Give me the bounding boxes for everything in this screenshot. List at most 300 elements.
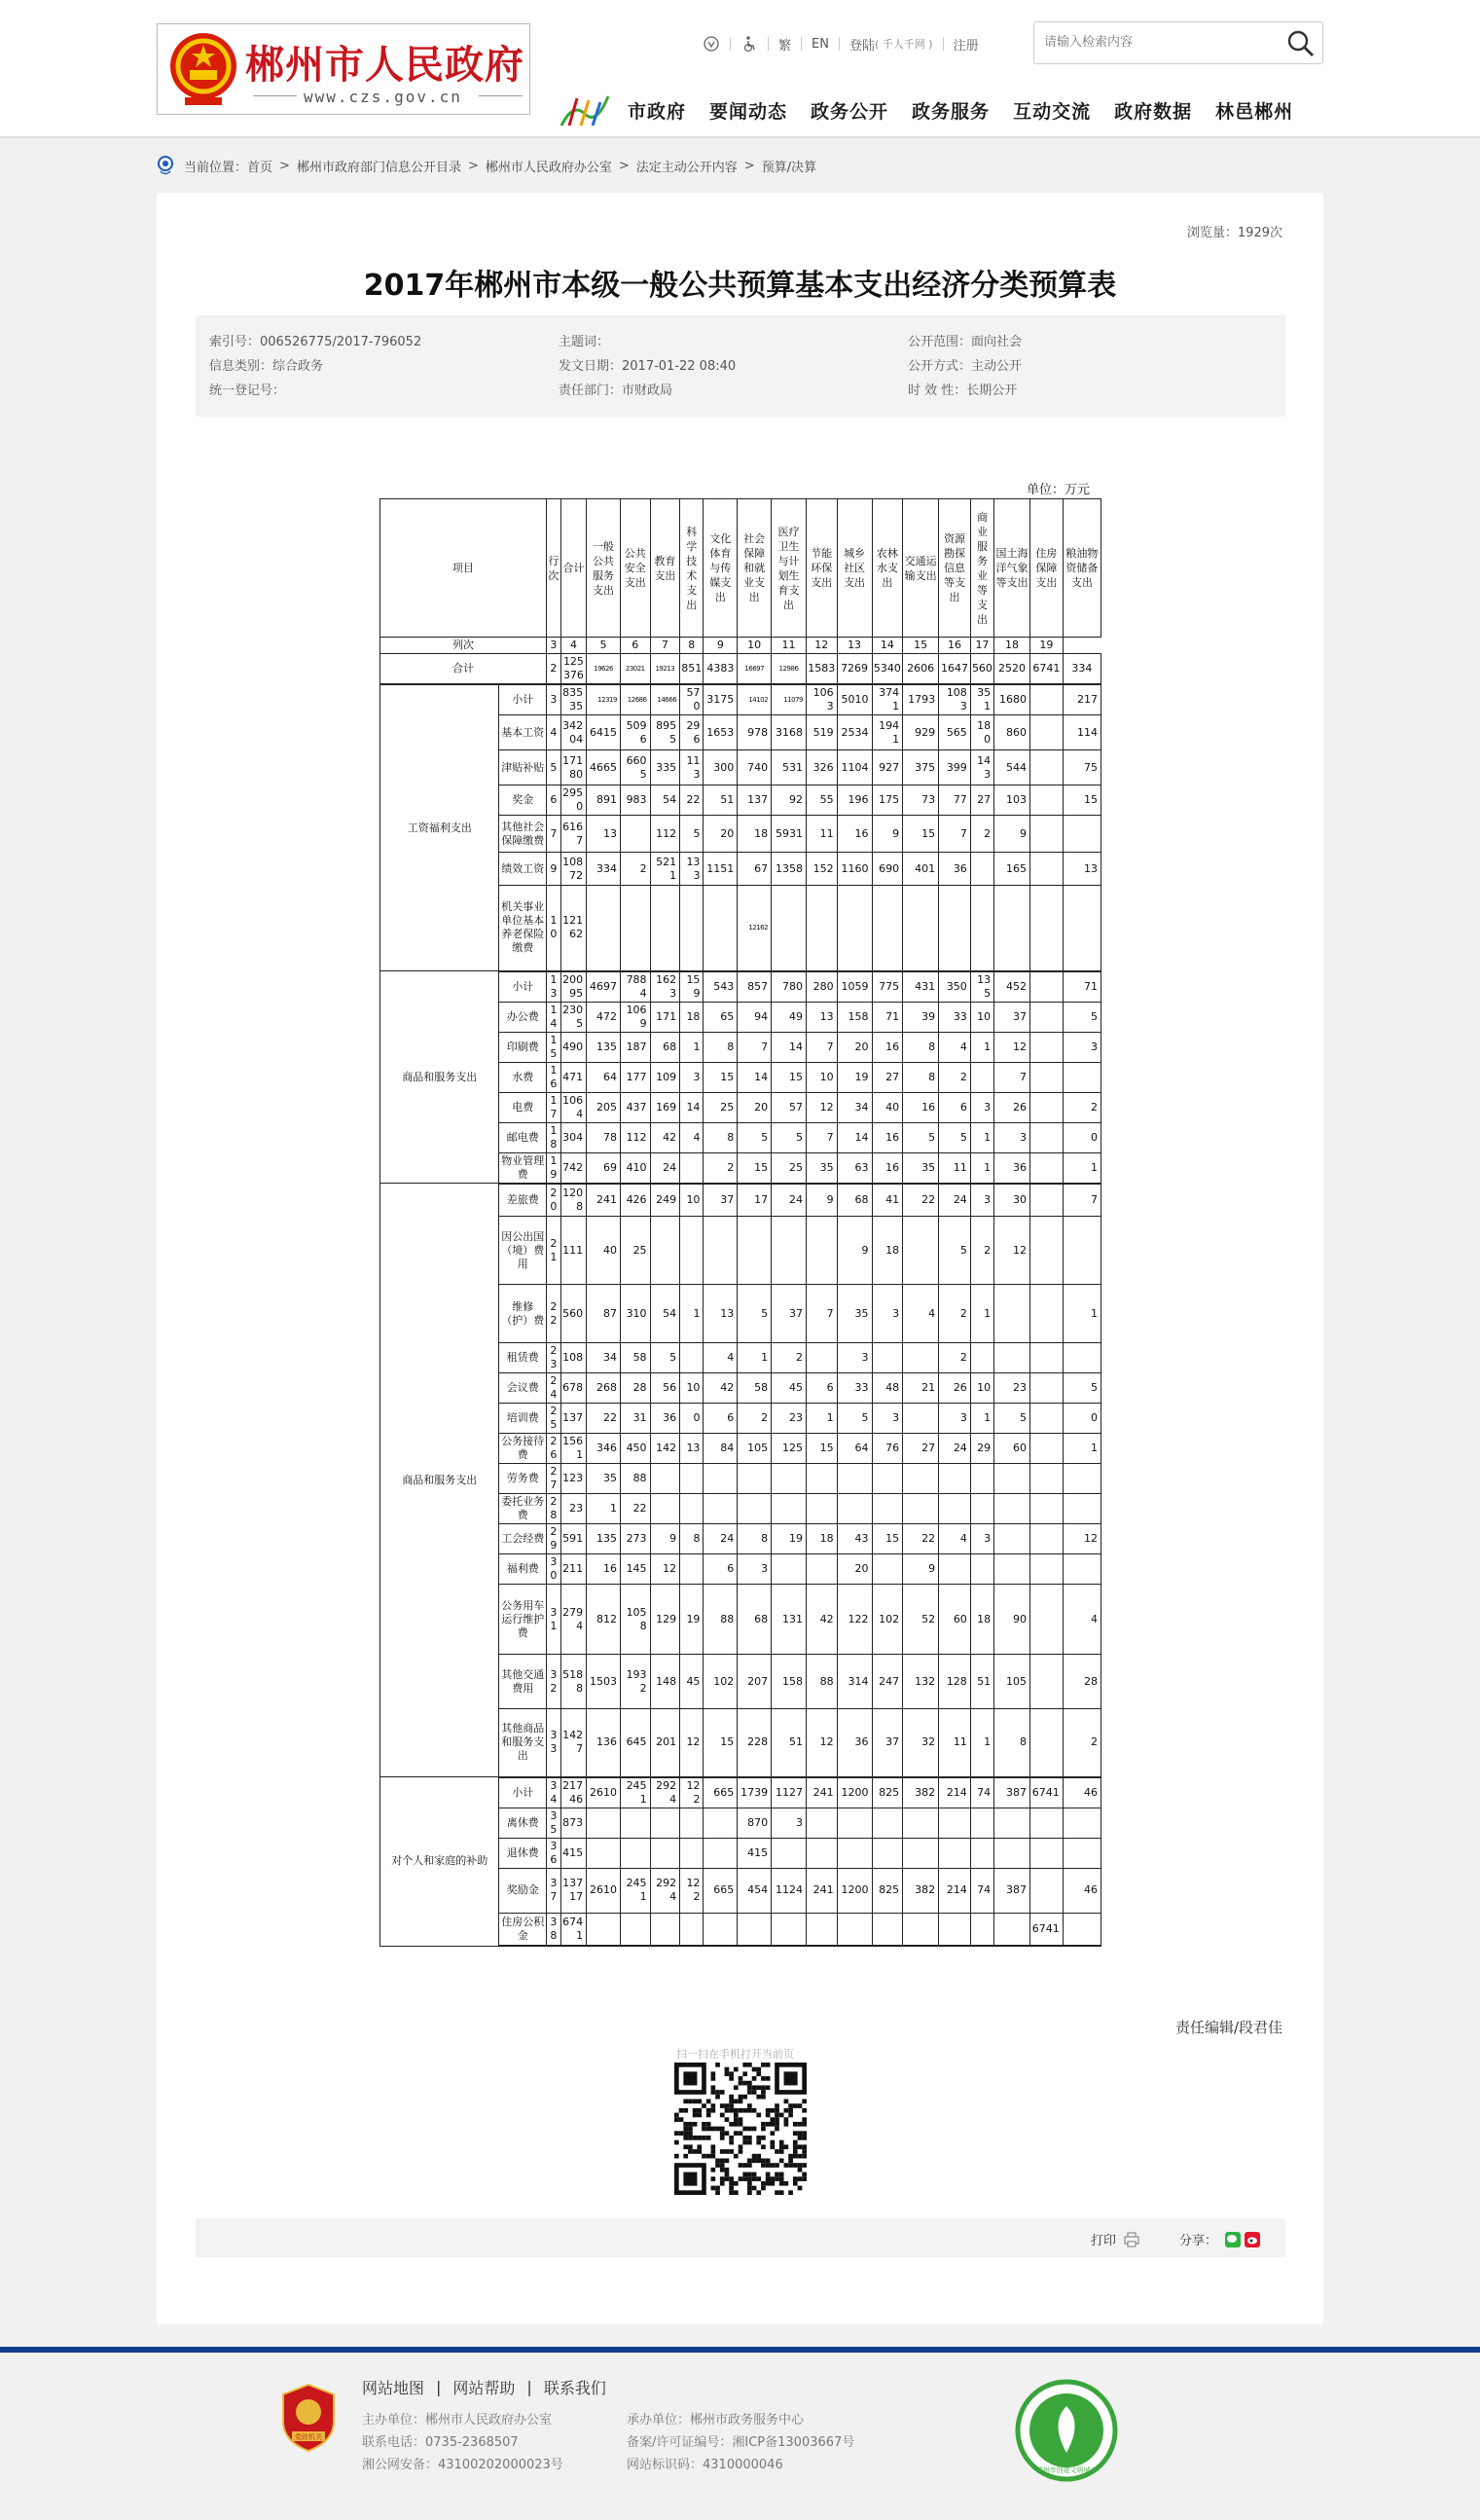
budget-table-body (380, 499, 1101, 1947)
table-cell: 1083 (939, 684, 971, 715)
table-cell: 113 (680, 750, 704, 785)
meta-scope: 公开范围：面向社会 (908, 335, 1023, 349)
table-cell (1063, 1808, 1101, 1838)
table-cell: 1358 (772, 853, 807, 886)
table-cell (806, 1464, 837, 1494)
colnum-cell: 6 (620, 638, 650, 654)
table-cell: 143 (970, 750, 993, 785)
table-cell (837, 1494, 872, 1524)
footer-link-sitemap[interactable]: 网站地图 (362, 2379, 425, 2397)
table-cell: 175 (872, 785, 903, 816)
table-cell: 3 (837, 1343, 872, 1373)
table-cell: 35 (903, 1152, 939, 1184)
table-cell (650, 1464, 680, 1494)
table-cell (1063, 1217, 1101, 1285)
table-cell: 1793 (903, 684, 939, 715)
table-cell (1030, 750, 1064, 785)
table-cell (704, 1494, 738, 1524)
table-cell: 35 (546, 1808, 560, 1838)
table-cell: 519 (806, 715, 837, 750)
table-cell: 122 (837, 1585, 872, 1655)
table-cell: 7884 (620, 971, 650, 1003)
share-area (1179, 2230, 1260, 2248)
table-cell: 3 (546, 684, 560, 715)
table-cell: 84 (704, 1434, 738, 1464)
table-cell: 34 (546, 1777, 560, 1808)
breadcrumb-item[interactable]: 郴州市人民政府办公室 (485, 160, 612, 175)
table-cell: 5188 (560, 1655, 586, 1709)
table-cell (939, 886, 971, 971)
table-cell: 1104 (837, 750, 872, 785)
footer-icp[interactable]: 备案/许可证编号：湘ICP备13003667号 (627, 2435, 855, 2450)
table-cell: 22 (587, 1404, 621, 1434)
table-cell: 7 (994, 1062, 1030, 1092)
table-cell: 31 (620, 1404, 650, 1434)
table-cell: 24 (546, 1373, 560, 1404)
table-cell (620, 1838, 650, 1868)
table-cell: 1 (970, 1152, 993, 1184)
row-label: 物业管理费 (499, 1152, 547, 1184)
total-cell: 125376 (560, 654, 586, 685)
table-cell: 34204 (560, 715, 586, 750)
table-cell: 26 (546, 1434, 560, 1464)
table-cell (872, 1343, 903, 1373)
header-col: 行次 (546, 499, 560, 638)
traditional-chinese-link[interactable]: 繁 (778, 38, 792, 54)
table-cell: 102 (872, 1585, 903, 1655)
table-cell: 135 (970, 971, 993, 1003)
footer-police[interactable]: 湘公网安备：43100202000023号 (362, 2458, 563, 2472)
table-cell: 40 (872, 1092, 903, 1122)
table-cell: 36 (939, 853, 971, 886)
nav-item-data[interactable]: 政府数据 (1114, 100, 1193, 123)
nav-item-news[interactable]: 要闻动态 (709, 100, 788, 123)
table-cell (738, 1464, 772, 1494)
total-cell: 16697 (738, 654, 772, 685)
table-cell (738, 1217, 772, 1285)
row-label: 租赁费 (499, 1343, 547, 1373)
table-cell: 10 (970, 1002, 993, 1032)
table-cell: 105 (994, 1655, 1030, 1709)
table-cell: 4 (939, 1032, 971, 1062)
table-cell: 1 (680, 1285, 704, 1343)
table-cell: 2 (1063, 1709, 1101, 1777)
table-cell: 42 (806, 1585, 837, 1655)
table-cell: 471 (560, 1062, 586, 1092)
table-cell: 31 (546, 1585, 560, 1655)
table-cell: 5010 (837, 684, 872, 715)
table-cell: 3 (738, 1554, 772, 1585)
table-cell: 19 (772, 1524, 807, 1554)
breadcrumb-item[interactable]: 首页 (247, 160, 273, 175)
table-cell (903, 1913, 939, 1946)
breadcrumb-separator: > (467, 158, 479, 173)
table-cell: 135 (587, 1524, 621, 1554)
table-cell (1063, 1494, 1101, 1524)
table-cell: 32 (903, 1709, 939, 1777)
table-cell: 8 (738, 1524, 772, 1554)
table-cell: 58 (738, 1373, 772, 1404)
table-cell: 145 (620, 1554, 650, 1585)
table-cell (1030, 1838, 1064, 1868)
table-cell: 34 (837, 1092, 872, 1122)
table-cell: 6605 (620, 750, 650, 785)
table-cell: 2950 (560, 785, 586, 816)
table-cell: 20 (837, 1032, 872, 1062)
table-cell: 14 (837, 1122, 872, 1152)
table-cell (939, 1464, 971, 1494)
share-bar (196, 2218, 1285, 2257)
nav-item-linyi[interactable]: 林邑郴州 (1215, 100, 1294, 123)
table-cell (772, 886, 807, 971)
separator (839, 37, 840, 51)
footer-link-help[interactable]: 网站帮助 (452, 2379, 516, 2397)
table-cell: 64 (837, 1434, 872, 1464)
wheelchair-icon[interactable] (740, 35, 758, 53)
header-item: 项目 (380, 499, 547, 638)
table-cell (680, 1152, 704, 1184)
table-cell: 27 (546, 1464, 560, 1494)
table-cell: 678 (560, 1373, 586, 1404)
table-cell: 1503 (587, 1655, 621, 1709)
weibo-icon[interactable] (1245, 2232, 1260, 2247)
table-cell: 36 (546, 1838, 560, 1868)
table-header-row (380, 499, 1101, 638)
table-cell (1030, 1002, 1064, 1032)
table-cell (1030, 1092, 1064, 1122)
table-cell: 114 (1063, 715, 1101, 750)
site-logo[interactable] (157, 23, 530, 115)
header-col: 粮油物资储备支出 (1063, 499, 1101, 638)
table-cell: 201 (650, 1709, 680, 1777)
table-cell (939, 1838, 971, 1868)
row-label: 小计 (499, 1777, 547, 1808)
table-cell (970, 1062, 993, 1092)
header-col: 交通运输支出 (903, 499, 939, 638)
table-cell: 28 (620, 1373, 650, 1404)
table-cell: 1653 (704, 715, 738, 750)
table-cell (939, 1554, 971, 1585)
table-cell: 5 (903, 1122, 939, 1152)
table-cell: 401 (903, 853, 939, 886)
table-cell (806, 1217, 837, 1285)
table-cell: 273 (620, 1524, 650, 1554)
row-label: 电费 (499, 1092, 547, 1122)
table-cell: 109 (650, 1062, 680, 1092)
table-cell (1030, 1062, 1064, 1092)
table-cell: 45 (680, 1655, 704, 1709)
table-cell: 5 (837, 1404, 872, 1434)
table-cell: 5 (680, 816, 704, 853)
table-cell: 5 (772, 1122, 807, 1152)
table-cell: 9 (994, 816, 1030, 853)
table-cell: 1 (1063, 1152, 1101, 1184)
table-cell: 24 (939, 1184, 971, 1217)
print-label: 打印 (1090, 2234, 1116, 2248)
table-cell (620, 886, 650, 971)
table-cell: 15 (704, 1709, 738, 1777)
table-cell: 2 (1063, 1092, 1101, 1122)
table-cell: 2 (772, 1343, 807, 1373)
table-cell: 23 (994, 1373, 1030, 1404)
breadcrumb-item[interactable]: 预算/决算 (761, 160, 817, 175)
colnum-cell: 5 (587, 638, 621, 654)
table-cell: 6741 (560, 1913, 586, 1946)
table-cell (680, 1343, 704, 1373)
table-cell (704, 886, 738, 971)
table-cell: 780 (772, 971, 807, 1003)
table-cell (994, 886, 1030, 971)
table-cell: 112 (620, 1122, 650, 1152)
row-label: 其他交通费用 (499, 1655, 547, 1709)
table-cell: 825 (872, 1777, 903, 1808)
table-cell: 22 (620, 1494, 650, 1524)
party-government-badge-icon[interactable] (280, 2383, 337, 2453)
table-cell: 28 (1063, 1655, 1101, 1709)
table-cell: 2610 (587, 1868, 621, 1913)
total-cell: 2520 (994, 654, 1030, 685)
row-label: 小计 (499, 684, 547, 715)
table-cell: 19 (680, 1585, 704, 1655)
table-cell (1030, 684, 1064, 715)
table-cell: 5 (738, 1285, 772, 1343)
table-cell: 14 (738, 1062, 772, 1092)
table-cell: 1208 (560, 1184, 586, 1217)
table-cell (970, 1808, 993, 1838)
table-cell (772, 1554, 807, 1585)
table-cell (1063, 1913, 1101, 1946)
table-cell: 46 (1063, 1868, 1101, 1913)
colnum-label: 列次 (380, 638, 547, 654)
table-cell: 426 (620, 1184, 650, 1217)
colnum-cell: 14 (872, 638, 903, 654)
view-count: 浏览量：1929次 (1186, 226, 1282, 240)
table-cell: 1058 (620, 1585, 650, 1655)
row-label: 住房公积金 (499, 1913, 547, 1946)
row-label: 公务接待费 (499, 1434, 547, 1464)
table-cell: 23 (772, 1404, 807, 1434)
table-cell: 9 (837, 1217, 872, 1285)
table-cell (1030, 1868, 1064, 1913)
row-label: 差旅费 (499, 1184, 547, 1217)
table-row (380, 971, 1101, 1003)
table-cell: 9 (546, 853, 560, 886)
table-cell: 88 (620, 1464, 650, 1494)
table-cell: 7 (546, 816, 560, 853)
table-cell (939, 1808, 971, 1838)
table-cell: 18 (970, 1585, 993, 1655)
table-cell: 27 (872, 1062, 903, 1092)
table-cell (1030, 1434, 1064, 1464)
print-button[interactable] (1091, 2230, 1139, 2248)
header-col: 一般公共服务支出 (587, 499, 621, 638)
table-cell: 15 (903, 816, 939, 853)
table-cell (1030, 1494, 1064, 1524)
total-label: 合计 (380, 654, 547, 685)
table-cell: 8 (704, 1122, 738, 1152)
table-cell: 326 (806, 750, 837, 785)
table-cell (1030, 1343, 1064, 1373)
table-cell (772, 1838, 807, 1868)
table-cell: 665 (704, 1868, 738, 1913)
table-cell: 1059 (837, 971, 872, 1003)
table-cell: 5096 (620, 715, 650, 750)
table-cell: 415 (560, 1838, 586, 1868)
colnum-cell: 13 (837, 638, 872, 654)
table-cell: 26 (994, 1092, 1030, 1122)
total-cell: 1647 (939, 654, 971, 685)
table-cell: 4 (704, 1343, 738, 1373)
search-icon[interactable] (1285, 28, 1317, 59)
table-cell: 3175 (704, 684, 738, 715)
table-cell (806, 1343, 837, 1373)
table-cell: 90 (994, 1585, 1030, 1655)
table-cell: 5 (1063, 1373, 1101, 1404)
group-name: 对个人和家庭的补助 (380, 1777, 499, 1947)
table-cell: 14 (546, 1002, 560, 1032)
share-label: 分享： (1178, 2234, 1217, 2248)
table-cell: 13 (1063, 853, 1101, 886)
table-cell: 180 (970, 715, 993, 750)
nav-item-interaction[interactable]: 互动交流 (1013, 100, 1092, 123)
table-cell: 3 (970, 1524, 993, 1554)
table-cell: 249 (650, 1184, 680, 1217)
row-label: 其他商品和服务支出 (499, 1709, 547, 1777)
table-cell: 6 (704, 1404, 738, 1434)
total-cell: 19213 (650, 654, 680, 685)
nav-item-open-affairs[interactable]: 政务公开 (811, 100, 889, 123)
table-cell: 205 (587, 1092, 621, 1122)
nav-item-services[interactable]: 政务服务 (912, 100, 991, 123)
breadcrumb-item[interactable]: 郴州市政府部门信息公开目录 (296, 160, 461, 175)
table-cell: 15 (704, 1062, 738, 1092)
table-cell: 1 (1063, 1434, 1101, 1464)
table-cell: 2305 (560, 1002, 586, 1032)
table-cell: 92 (772, 785, 807, 816)
table-cell: 1739 (738, 1777, 772, 1808)
table-cell: 1 (680, 1032, 704, 1062)
table-cell (872, 1554, 903, 1585)
table-cell (1030, 886, 1064, 971)
meta-category: 信息类别：综合政务 (209, 359, 324, 374)
table-cell: 36 (650, 1404, 680, 1434)
table-cell: 20 (837, 1554, 872, 1585)
table-cell: 9 (806, 1184, 837, 1217)
breadcrumb-separator: > (279, 158, 290, 173)
logo-divider (253, 95, 297, 96)
table-cell: 74 (970, 1868, 993, 1913)
search-input[interactable] (1044, 22, 1278, 61)
table-cell: 2610 (587, 1777, 621, 1808)
table-cell (806, 1808, 837, 1838)
unit-label: 单位：万元 (1027, 483, 1091, 497)
article-meta (196, 315, 1285, 417)
table-cell: 12 (1063, 1524, 1101, 1554)
table-cell (837, 1913, 872, 1946)
table-cell: 122 (680, 1777, 704, 1808)
table-cell (970, 886, 993, 971)
table-cell (680, 1494, 704, 1524)
table-cell: 452 (994, 971, 1030, 1003)
register-link[interactable]: 注册 (953, 38, 979, 54)
row-label: 水费 (499, 1062, 547, 1092)
table-cell (1030, 1554, 1064, 1585)
table-cell: 387 (994, 1777, 1030, 1808)
table-cell (587, 1838, 621, 1868)
table-cell: 23 (546, 1343, 560, 1373)
table-cell (903, 1217, 939, 1285)
table-cell (1063, 1838, 1101, 1868)
row-label: 机关事业单位基本养老保险缴费 (499, 886, 547, 971)
row-label: 退休费 (499, 1838, 547, 1868)
table-cell: 4665 (587, 750, 621, 785)
table-cell (738, 1913, 772, 1946)
table-cell: 136 (587, 1709, 621, 1777)
table-cell: 37 (546, 1868, 560, 1913)
table-cell: 111 (560, 1217, 586, 1285)
table-cell: 21746 (560, 1777, 586, 1808)
table-cell: 15 (806, 1434, 837, 1464)
table-cell: 108 (560, 1343, 586, 1373)
header-col: 社会保障和就业支出 (738, 499, 772, 638)
table-cell: 825 (872, 1868, 903, 1913)
table-cell: 2 (704, 1152, 738, 1184)
colnum-cell: 7 (650, 638, 680, 654)
table-cell: 28 (546, 1494, 560, 1524)
table-cell: 18 (546, 1122, 560, 1152)
english-link[interactable]: EN (812, 36, 829, 52)
table-cell (939, 1913, 971, 1946)
table-cell: 6 (806, 1373, 837, 1404)
table-cell (806, 1913, 837, 1946)
table-cell: 12 (806, 1709, 837, 1777)
table-cell (806, 886, 837, 971)
table-cell: 5 (994, 1404, 1030, 1434)
table-cell (903, 1404, 939, 1434)
table-cell: 37 (994, 1002, 1030, 1032)
footer-link-separator: | (436, 2378, 442, 2396)
badge-left-text: 党政机关 (295, 2433, 322, 2441)
civilized-city-badge-icon[interactable] (1015, 2379, 1118, 2482)
printer-icon (1124, 2232, 1139, 2247)
table-cell: 740 (738, 750, 772, 785)
table-cell: 196 (837, 785, 872, 816)
accessibility-icon[interactable] (703, 35, 720, 53)
table-cell: 1 (1063, 1285, 1101, 1343)
nav-item-government[interactable]: 市政府 (628, 100, 687, 123)
site-footer (0, 2353, 1480, 2520)
login-link[interactable]: 登陆 (848, 38, 875, 54)
table-cell (837, 1464, 872, 1494)
wechat-icon[interactable] (1225, 2232, 1241, 2247)
search-box (1033, 21, 1323, 64)
table-cell: 22 (903, 1524, 939, 1554)
table-cell: 8 (704, 1032, 738, 1062)
table-cell: 19 (837, 1062, 872, 1092)
table-cell: 14666 (650, 684, 680, 715)
footer-link-contact[interactable]: 联系我们 (543, 2379, 606, 2397)
table-cell: 1 (806, 1404, 837, 1434)
table-cell: 16 (872, 1122, 903, 1152)
article-content (157, 193, 1323, 2324)
table-cell: 12319 (587, 684, 621, 715)
table-cell (1063, 1343, 1101, 1373)
breadcrumb-item[interactable]: 法定主动公开内容 (635, 160, 738, 175)
table-cell: 873 (560, 1808, 586, 1838)
table-cell: 490 (560, 1032, 586, 1062)
table-cell (994, 1464, 1030, 1494)
table-cell (939, 1494, 971, 1524)
